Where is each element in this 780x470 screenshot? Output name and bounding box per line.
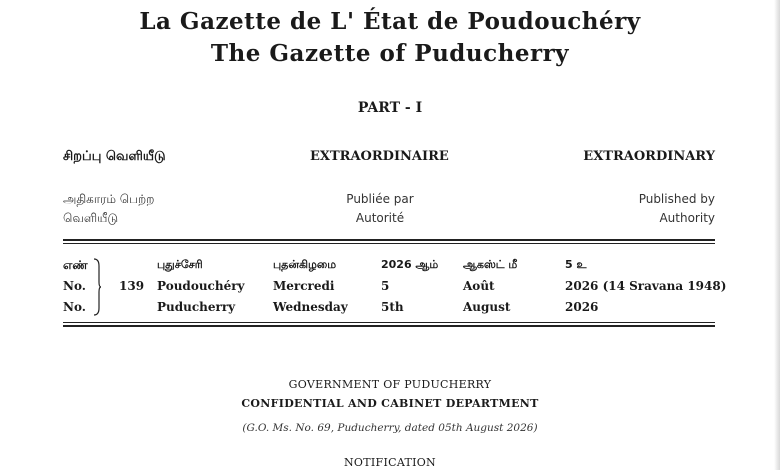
- edition-french: EXTRAORDINAIRE: [310, 149, 449, 164]
- issue-day-english: Wednesday: [273, 300, 348, 314]
- issue-year-french: 2026 (14 Sravana 1948): [565, 279, 727, 293]
- issue-month-french: Août: [463, 279, 495, 293]
- page-edge-shadow: [774, 0, 780, 470]
- issue-brace: [93, 258, 101, 316]
- divider-bottom-thick: [63, 325, 715, 327]
- authority-tamil-line1: அதிகாரம் பெற்ற: [63, 192, 155, 206]
- part-heading: PART - I: [357, 100, 423, 116]
- edition-english: EXTRAORDINARY: [583, 149, 715, 164]
- issue-place-tamil: புதுச்சேரி: [157, 258, 203, 271]
- department-heading: CONFIDENTIAL AND CABINET DEPARTMENT: [241, 397, 539, 410]
- gazette-title-english: The Gazette of Puducherry: [210, 40, 570, 67]
- edition-tamil: சிறப்பு வெளியீடு: [63, 149, 166, 164]
- authority-english-line2: Authority: [659, 211, 715, 225]
- issue-day-french: Mercredi: [273, 279, 335, 293]
- issue-day-tamil: புதன்கிழமை: [273, 258, 337, 271]
- order-reference: (G.O. Ms. No. 69, Puducherry, dated 05th August 2026): [242, 422, 538, 434]
- authority-tamil-line2: வெளியீடு: [63, 211, 119, 225]
- gazette-title-french: La Gazette de L' État de Poudouchéry: [139, 8, 641, 35]
- issue-month-tamil: ஆகஸ்ட் மீ: [463, 258, 518, 271]
- authority-english-line1: Published by: [638, 192, 715, 206]
- issue-place-english: Puducherry: [157, 300, 236, 314]
- issue-place-french: Poudouchéry: [157, 279, 245, 293]
- authority-french-line1: Publiée par: [346, 192, 414, 206]
- divider-bottom-thin: [63, 322, 715, 323]
- government-heading: GOVERNMENT OF PUDUCHERRY: [288, 378, 492, 391]
- issue-date-tamil: 2026 ஆம்: [381, 258, 439, 271]
- issue-year-english: 2026: [565, 300, 599, 314]
- divider-top-thin: [63, 243, 715, 244]
- issue-label-english: No.: [63, 300, 86, 314]
- issue-number: 139: [119, 279, 145, 293]
- issue-year-tamil: 5 உ: [565, 258, 587, 271]
- issue-date-french: 5: [381, 279, 390, 293]
- divider-top-thick: [63, 239, 715, 241]
- issue-label-french: No.: [63, 279, 86, 293]
- authority-french-line2: Autorité: [355, 211, 405, 225]
- issue-month-english: August: [463, 300, 511, 314]
- issue-label-tamil: எண்: [63, 258, 88, 272]
- issue-date-english: 5th: [381, 300, 404, 314]
- notification-heading: NOTIFICATION: [344, 456, 436, 469]
